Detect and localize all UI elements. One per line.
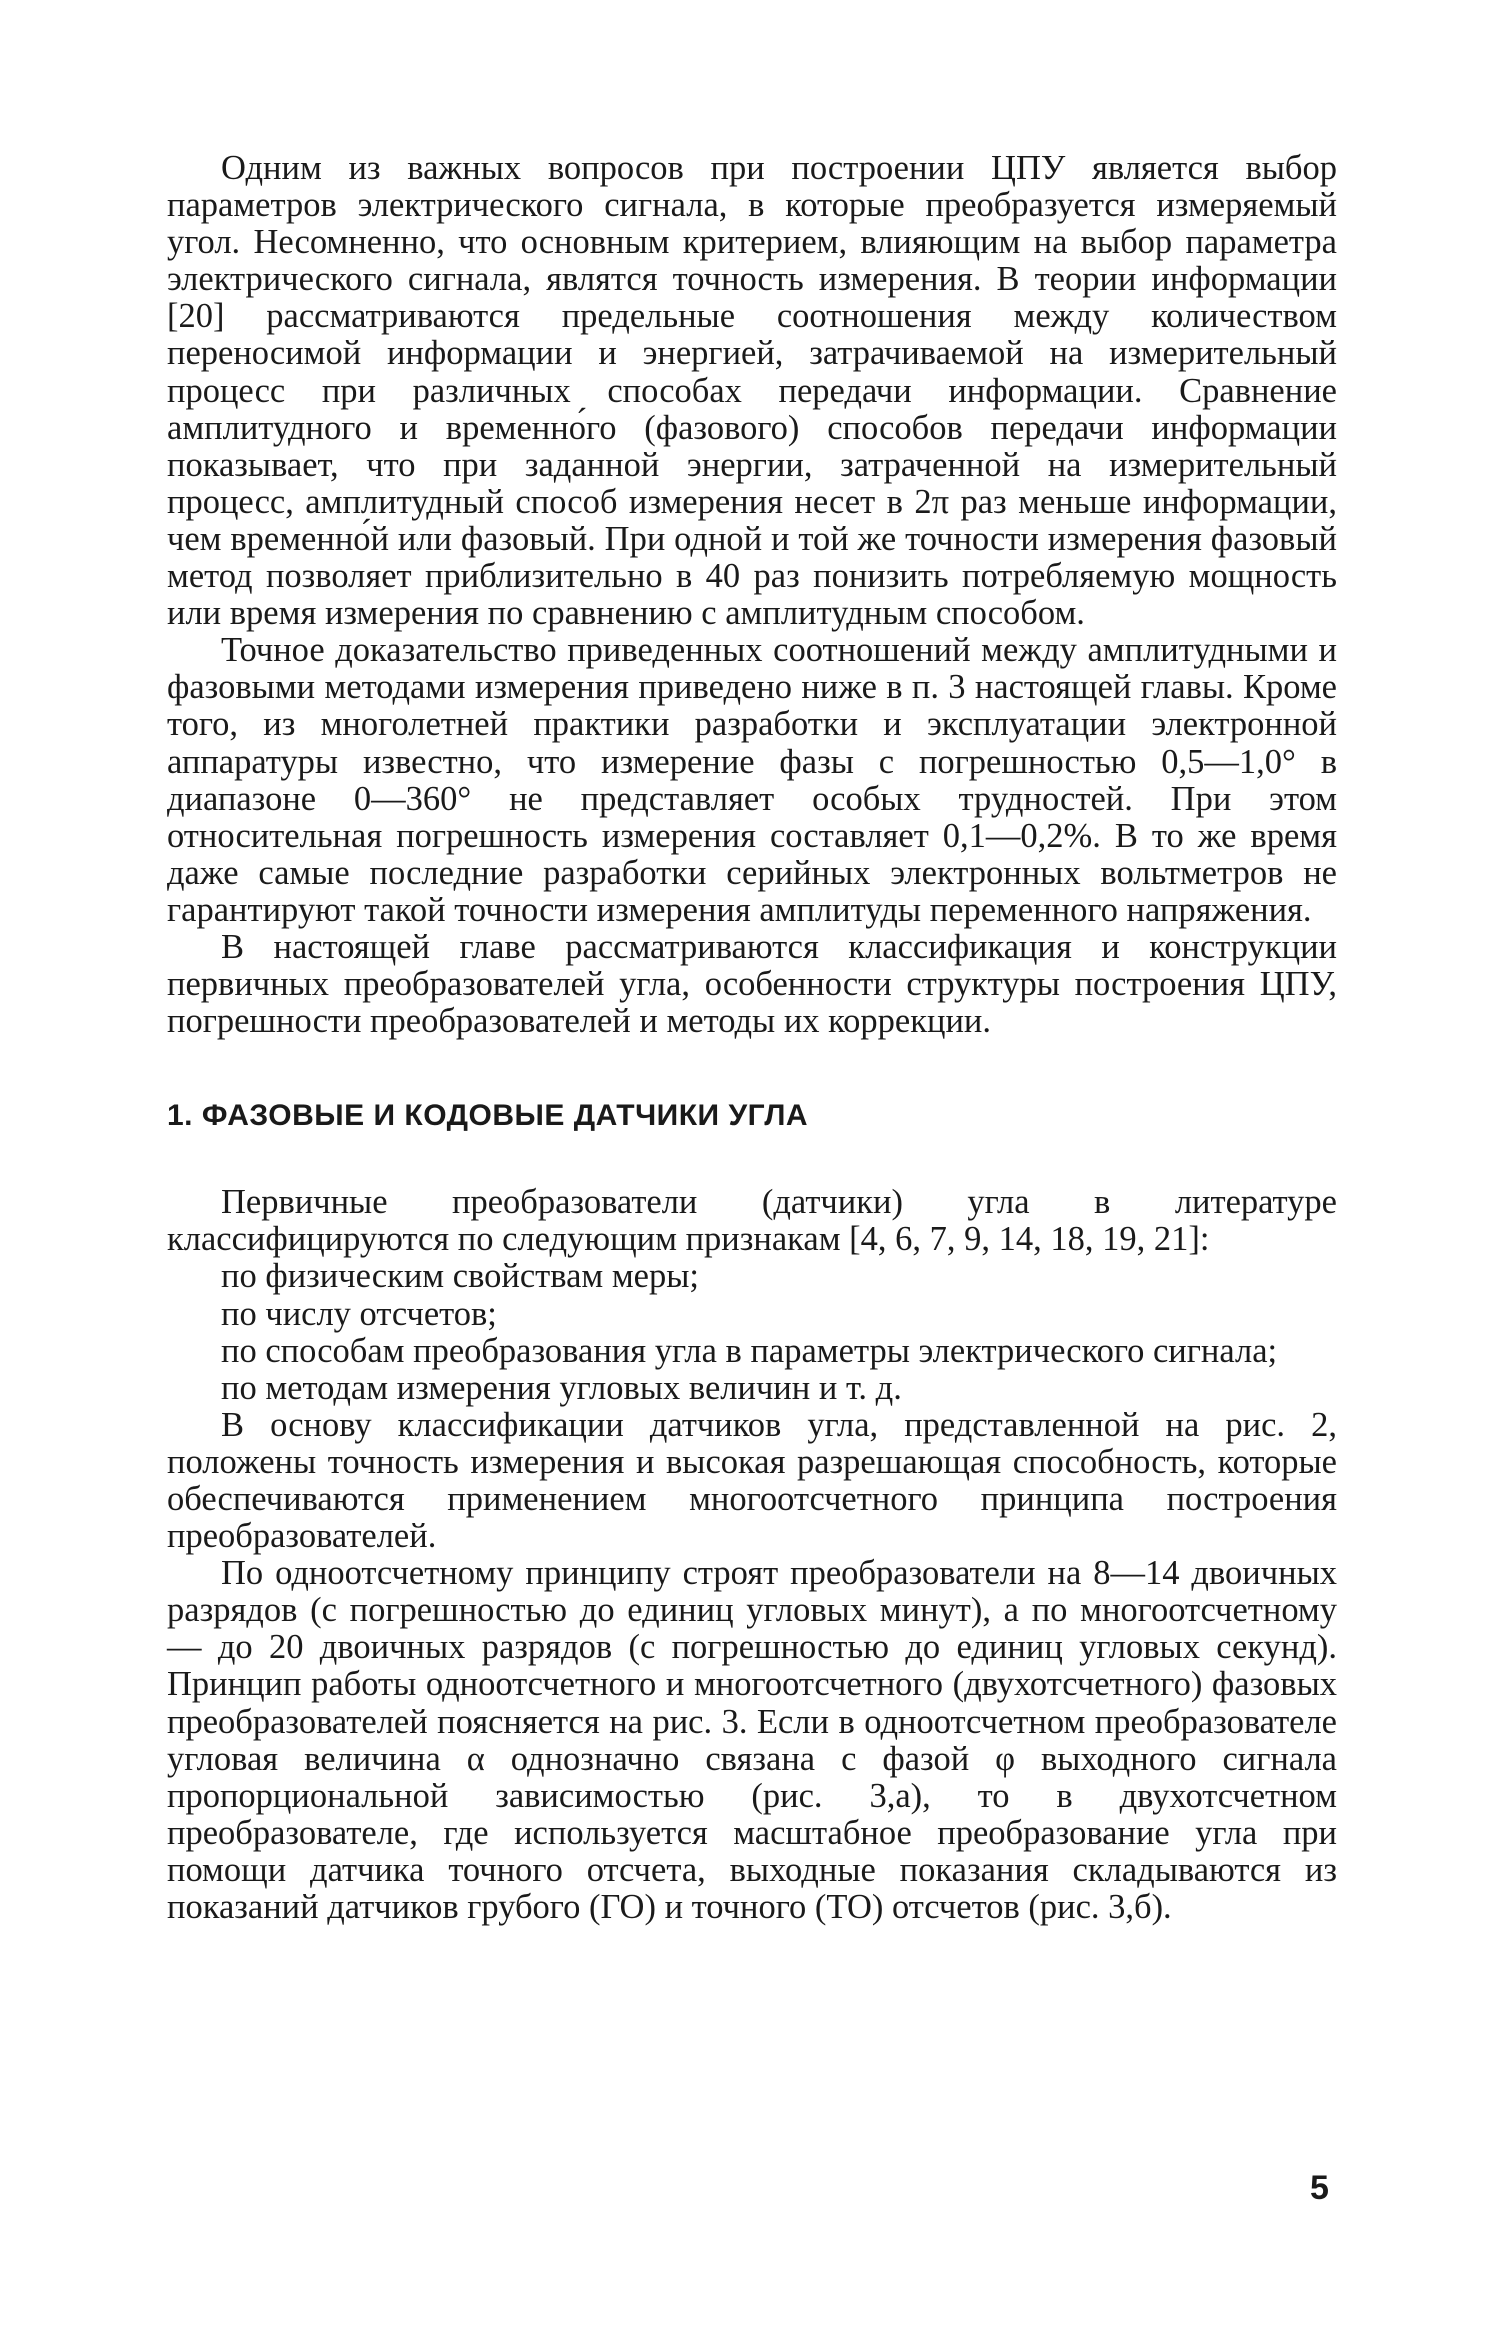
- intro-paragraph: Одним из важных вопросов при построении ЦПУ является выбор параметров электрического сигнала, в которые преобразуется измеряемый угол. Несомненно, что основным критерием, влияющим на выбор параметра электрического сигнала, являтся точность измерения. В теории информации [20] рассматриваются предельные соотношения между количеством переносимой информации и энергией, затрачиваемой на измерительный процесс при различных способах передачи информации. Сравнение амплитудного и временно́го (фазового) способов передачи информации показывает, что при заданной энергии, затраченной на измерительный процесс, амплитудный способ измерения несет в 2π раз меньше информации, чем временно́й или фазовый. При одной и той же точности измерения фазовый метод позволяет приблизительно в 40 раз понизить потребляемую мощность или время измерения по сравнению с амплитудным способом.: [167, 149, 1337, 633]
- page-body: [167, 150, 1337, 1926]
- page-number: 5: [1310, 2169, 1329, 2207]
- criteria-list-item: по числу отсчетов;: [221, 1294, 497, 1333]
- section-paragraph: По одноотсчетному принципу строят преобразователи на 8—14 двоичных разрядов (с погрешностью до единиц угловых минут), а по многоотсчетному — до 20 двоичных разрядов (с погрешностью до единиц угловых секунд). Принцип работы одноотсчетного и многоотсчетного (двухотсчетного) фазовых преобразователей поясняется на рис. 3. Если в одноотсчетном преобразователе угловая величина α однозначно связана с фазой φ выходного сигнала пропорциональной зависимостью (рис. 3,а), то в двухотсчетном преобразователе, где используется масштабное преобразование угла при помощи датчика точного отсчета, выходные показания складываются из показаний датчиков грубого (ГО) и точного (ТО) отсчетов (рис. 3,б).: [167, 1554, 1337, 1927]
- section-paragraph: В основу классификации датчиков угла, представленной на рис. 2, положены точность измерения и высокая разрешающая способность, которые обеспечиваются применением многоотсчетного принципа построения преобразователей.: [167, 1405, 1337, 1556]
- section-paragraph: Первичные преобразователи (датчики) угла в литературе классифицируются по следующим признакам [4, 6, 7, 9, 14, 18, 19, 21]:: [167, 1183, 1337, 1259]
- criteria-list-item: по физическим свойствам меры;: [221, 1257, 699, 1296]
- criteria-list-item: по методам измерения угловых величин и т. д.: [221, 1368, 902, 1407]
- section-heading: 1. ФАЗОВЫЕ И КОДОВЫЕ ДАТЧИКИ УГЛА: [167, 1099, 809, 1133]
- intro-paragraph: Точное доказательство приведенных соотношений между амплитудными и фазовыми методами измерения приведено ниже в п. 3 настоящей главы. Кроме того, из многолетней практики разработки и эксплуатации электронной аппаратуры известно, что измерение фазы с погрешностью 0,5—1,0° в диапазоне 0—360° не представляет особых трудностей. При этом относительная погрешность измерения составляет 0,1—0,2%. В то же время даже самые последние разработки серийных электронных вольтметров не гарантируют такой точности измерения амплитуды переменного напряжения.: [167, 631, 1337, 929]
- intro-paragraph: В настоящей главе рассматриваются классификация и конструкции первичных преобразователей угла, особенности структуры построения ЦПУ, погрешности преобразователей и методы их коррекции.: [167, 927, 1337, 1041]
- criteria-list-item: по способам преобразования угла в параметры электрического сигнала;: [221, 1331, 1278, 1370]
